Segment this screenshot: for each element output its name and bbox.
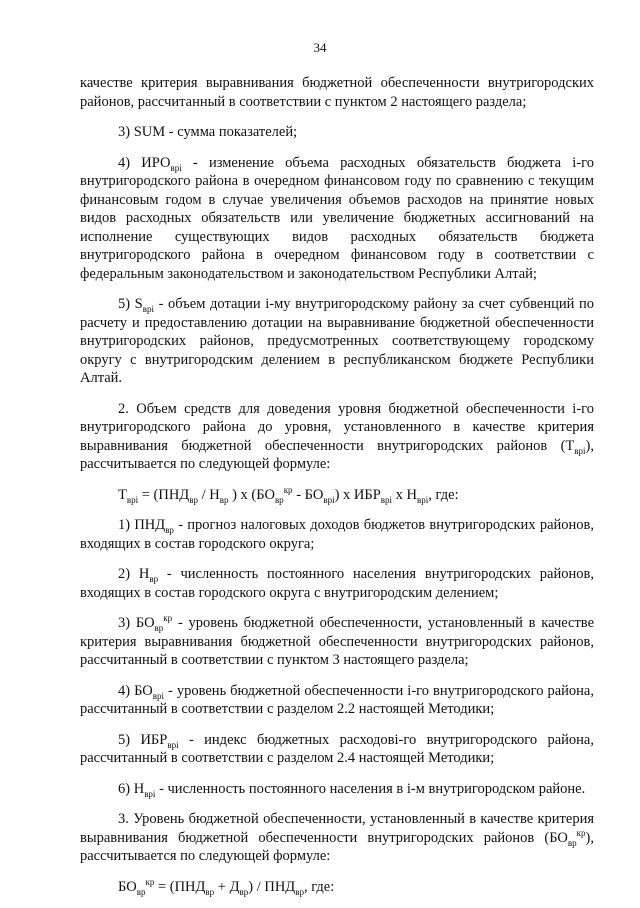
paragraph: [80, 810, 594, 866]
text-run: - индекс бюджетных расходовi-го внутригородского района, рассчитанный в соответствии с разделом 2.4 настоящей Методики;: [80, 731, 594, 766]
text-run: + Д: [214, 878, 240, 895]
text-run: Т: [118, 486, 127, 503]
subscript: вр: [154, 622, 164, 633]
text-run: 2) Н: [118, 566, 150, 582]
paragraph: [80, 123, 594, 142]
text-run: 6) Н: [118, 780, 145, 797]
subscript: врi: [574, 445, 586, 456]
subscript: вр: [239, 886, 249, 897]
text-run: 4) БО: [118, 682, 153, 699]
subscript: вр: [149, 573, 159, 584]
document-body: [80, 74, 594, 908]
text-run: - уровень бюджетной обеспеченности, установленный в качестве критерия выравнивания бюджетной обеспеченности внутригородских районов, рассчитанный в соответствии с пунктом 3 настоящего раздела;: [80, 615, 594, 668]
text-run: = (ПНД: [138, 486, 190, 503]
formula: [80, 878, 594, 897]
text-run: 2. Объем средств для доведения уровня бюджетной обеспеченности i-го внутригородского района до уровня, установленного в качестве критерия выравнивания бюджетной обеспеченности внутригородских районов (Т: [80, 400, 594, 454]
subscript: врi: [144, 788, 156, 799]
subscript: вр: [205, 886, 215, 897]
text-run: 3) SUM - сумма показателей;: [118, 124, 298, 140]
text-run: ), рассчитывается по следующей формуле:: [80, 437, 594, 472]
subscript: врi: [167, 739, 179, 750]
subscript: врi: [323, 494, 335, 505]
subscript: вр: [274, 494, 284, 505]
formula: [80, 486, 594, 505]
text-run: 4) ИРО: [118, 154, 171, 171]
superscript: кр: [283, 484, 293, 495]
subscript: вр: [295, 886, 304, 897]
text-run: 5) S: [118, 296, 143, 312]
text-run: - уровень бюджетной обеспеченности i-го внутригородского района, рассчитанный в соответствии с разделом 2.2 настоящей Методики;: [80, 682, 594, 717]
subscript: врi: [417, 494, 429, 505]
subscript: врi: [170, 162, 182, 173]
paragraph: [80, 682, 594, 719]
text-run: 5) ИБР: [118, 731, 168, 748]
text-run: / Н: [197, 486, 220, 503]
subscript: вр: [567, 837, 577, 848]
subscript: вр: [136, 886, 146, 897]
subscript: врi: [152, 690, 165, 701]
text-run: 3. Уровень бюджетной обеспеченности, установленный в качестве критерия выравнивания бюджетной обеспеченности внутригородских районов (БО: [80, 811, 594, 846]
subscript: врi: [126, 494, 139, 505]
page-number: 34: [313, 40, 327, 55]
text-run: 1) ПНД: [118, 517, 166, 533]
paragraph: [80, 780, 594, 799]
subscript: вр: [189, 494, 198, 505]
text-run: качестве критерия выравнивания бюджетной обеспеченности внутригородских районов, рассчитанный в соответствии с пунктом 2 настоящего раздела;: [80, 75, 594, 110]
superscript: кр: [163, 613, 173, 624]
text-run: ) х (БО: [228, 486, 275, 503]
text-run: ) х ИБР: [334, 486, 381, 503]
paragraph: [80, 516, 594, 553]
text-run: ), рассчитывается по следующей формуле:: [80, 829, 594, 864]
subscript: врi: [142, 303, 154, 314]
text-run: 3) БО: [118, 615, 155, 631]
text-run: , где:: [303, 878, 335, 895]
text-run: - прогноз налоговых доходов бюджетов внутригородских районов, входящих в состав городского округа;: [80, 517, 594, 552]
text-run: = (ПНД: [154, 878, 206, 895]
superscript: кр: [576, 827, 586, 838]
text-run: - численность постоянного населения внутригородских районов, входящих в состав городского округа с внутригородским делением;: [80, 566, 594, 601]
text-run: БО: [118, 878, 137, 895]
subscript: вр: [219, 494, 229, 505]
text-run: ) / ПНД: [248, 878, 296, 895]
paragraph: [80, 74, 594, 111]
text-run: - объем дотации i-му внутригородскому району за счет субвенций по расчету и предоставлению дотации на выравнивание бюджетной обеспеченности внутригородских районов, предусмотренных соответствующему городскому округу с внутригородским делением в республиканском бюджете Республики Алтай.: [80, 296, 594, 386]
subscript: врi: [380, 494, 393, 505]
text-run: х Н: [392, 486, 418, 503]
paragraph: [80, 295, 594, 388]
paragraph: [80, 731, 594, 768]
text-run: , где:: [428, 486, 459, 503]
text-run: - численность постоянного населения в i-м внутригородском районе.: [155, 780, 586, 797]
paragraph: [80, 614, 594, 670]
paragraph: [80, 154, 594, 284]
paragraph: [80, 400, 594, 474]
text-run: - изменение объема расходных обязательств бюджета i-го внутригородского района в очередном финансовом году по сравнению с текущим финансовым годом в случае увеличения объемов расходов на принятие новых видов расходных обязательств или увеличение бюджетных ассигнований на исполнение существующих видов расходных обязательств бюджета внутригородского района в очередном финансовом году в соответствии с федеральным законодательством и законодательством Республики Алтай;: [80, 154, 594, 282]
paragraph: [80, 565, 594, 602]
superscript: кр: [145, 876, 155, 887]
text-run: - БО: [292, 486, 324, 503]
subscript: вр: [165, 524, 174, 535]
